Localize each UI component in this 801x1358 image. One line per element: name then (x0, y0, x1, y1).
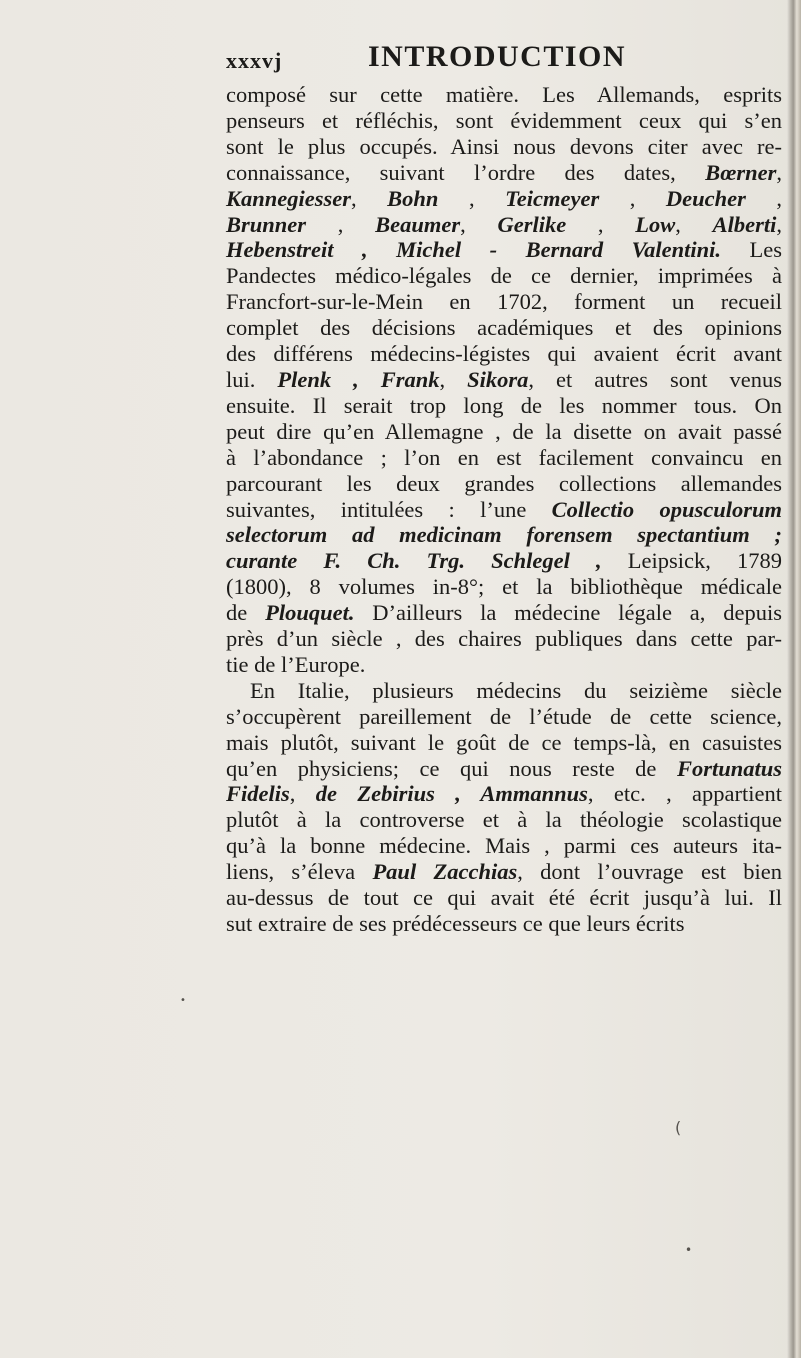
text-run: à l’abondance ; l’on en est facilement convaincu en (226, 444, 782, 470)
text-line (226, 471, 782, 497)
text-run: , (351, 185, 388, 211)
italic-name: selectorum ad medicinam forensem spectantium ; (226, 522, 782, 548)
text-run: sont le plus occupés. Ainsi nous devons citer avec re- (226, 133, 782, 159)
text-run: , (776, 159, 782, 185)
text-run: , dont l’ouvrage est bien (517, 859, 782, 885)
page-number: xxxvj (226, 48, 283, 73)
text-run: liens, s’éleva (226, 859, 373, 885)
italic-name: de Zebirius , Ammannus (315, 781, 588, 807)
text-line (226, 781, 782, 807)
text-line (226, 237, 782, 263)
text-run: sut extraire de ses prédécesseurs ce que leurs écrits (226, 911, 685, 936)
italic-name: Fidelis (226, 781, 290, 807)
text-run: de (226, 600, 266, 626)
text-run: (1800), 8 volumes in-8°; et la bibliothèque médicale (226, 574, 782, 600)
text-run: , et autres sont venus (528, 366, 782, 392)
text-line (226, 600, 782, 626)
text-run: près d’un siècle , des chaires publiques dans cette par- (226, 626, 782, 652)
text-run: composé sur cette matière. Les Allemands, esprits (226, 82, 782, 107)
text-run: ensuite. Il serait trop long de les nommer tous. On (226, 392, 782, 418)
stray-mark: ( (675, 1118, 682, 1137)
body-text (226, 82, 782, 937)
stray-mark: • (685, 1243, 693, 1257)
text-run: , (745, 185, 783, 211)
text-run: , (675, 211, 713, 237)
text-line (226, 108, 782, 134)
text-run: Leipsick, 1789 (601, 548, 782, 574)
italic-name: Alberti (712, 211, 777, 237)
text-line (226, 548, 782, 574)
italic-name: curante F. Ch. Trg. Schlegel , (226, 548, 602, 574)
page-edge-shadow (787, 0, 801, 1358)
text-line (226, 756, 782, 782)
italic-name: Deucher (665, 185, 746, 211)
text-line (226, 160, 782, 186)
text-line (226, 82, 782, 108)
italic-name: Hebenstreit , Michel - Bernard Valentini. (226, 237, 722, 263)
text-run: qu’à la bonne médecine. Mais , parmi ces auteurs ita- (226, 833, 782, 859)
text-line (226, 911, 782, 937)
text-line (226, 367, 782, 393)
text-run: penseurs et réfléchis, sont évidemment ceux qui s’en (226, 107, 782, 133)
italic-name: Gerlike (497, 211, 567, 237)
italic-name: Plenk , Frank (277, 366, 440, 392)
italic-name: Bœrner (705, 159, 777, 185)
text-run: , (438, 185, 506, 211)
italic-name: Fortunatus (676, 755, 782, 781)
text-line (226, 807, 782, 833)
running-head (226, 38, 782, 82)
text-run: Francfort-sur-le-Mein en 1702, forment un recueil (226, 289, 782, 315)
text-run: , (289, 781, 316, 807)
text-line (226, 522, 782, 548)
italic-name: Beaumer (375, 211, 461, 237)
italic-name: Bohn (387, 185, 439, 211)
text-line (226, 885, 782, 911)
text-run: mais plutôt, suivant le goût de ce temps-là, en casuistes (226, 729, 782, 755)
text-run: , (439, 366, 468, 392)
italic-name: Paul Zacchias (372, 859, 518, 885)
text-run: s’occupèrent pareillement de l’étude de cette science, (226, 703, 782, 729)
text-run: , (566, 211, 636, 237)
text-run: des différens médecins-légistes qui avaient écrit avant (226, 341, 782, 367)
stray-mark: • (180, 995, 186, 1006)
text-run: Pandectes médico-légales de ce dernier, imprimées à (226, 263, 782, 289)
italic-name: Low (635, 211, 676, 237)
text-line (226, 497, 782, 523)
text-line (226, 186, 782, 212)
text-run: , (599, 185, 666, 211)
text-line (226, 212, 782, 238)
text-run: D’ailleurs la médecine légale a, depuis (354, 600, 782, 626)
text-run: En Italie, plusieurs médecins du seizième siècle (250, 677, 782, 703)
italic-name: Teicmeyer (505, 185, 600, 211)
text-line (226, 704, 782, 730)
text-line (226, 445, 782, 471)
text-line (226, 341, 782, 367)
text-run: suivantes, intitulées : l’une (226, 496, 552, 522)
text-line (226, 678, 782, 704)
italic-name: Collectio opusculorum (551, 496, 782, 522)
text-line (226, 833, 782, 859)
text-run: , etc. , appartient (587, 781, 783, 807)
text-line (226, 574, 782, 600)
text-run: lui. (226, 366, 278, 392)
text-line (226, 652, 782, 678)
text-run: peut dire qu’en Allemagne , de la disette on avait passé (226, 418, 782, 444)
text-line (226, 730, 782, 756)
section-title: INTRODUCTION (368, 40, 627, 73)
text-run: connaissance, suivant l’ordre des dates, (226, 159, 706, 185)
text-run: parcourant les deux grandes collections allemandes (226, 470, 782, 496)
text-run: Les (721, 237, 782, 263)
text-run: , (460, 211, 498, 237)
text-line (226, 626, 782, 652)
text-line (226, 134, 782, 160)
text-line (226, 315, 782, 341)
italic-name: Brunner (226, 211, 307, 237)
text-run: complet des décisions académiques et des opinions (226, 315, 782, 341)
text-run: , (776, 211, 783, 237)
text-run: tie de l’Europe. (226, 651, 366, 677)
text-run: plutôt à la controverse et à la théologie scolastique (226, 807, 782, 833)
text-run: qu’en physiciens; ce qui nous reste de (226, 755, 677, 781)
italic-name: Sikora (467, 366, 529, 392)
text-line (226, 263, 782, 289)
text-line (226, 859, 782, 885)
text-line (226, 393, 782, 419)
text-line (226, 419, 782, 445)
italic-name: Plouquet. (265, 600, 355, 626)
text-run: , (306, 211, 376, 237)
text-line (226, 289, 782, 315)
text-run: au-dessus de tout ce qui avait été écrit jusqu’à lui. Il (226, 885, 782, 911)
italic-name: Kannegiesser (226, 185, 352, 211)
